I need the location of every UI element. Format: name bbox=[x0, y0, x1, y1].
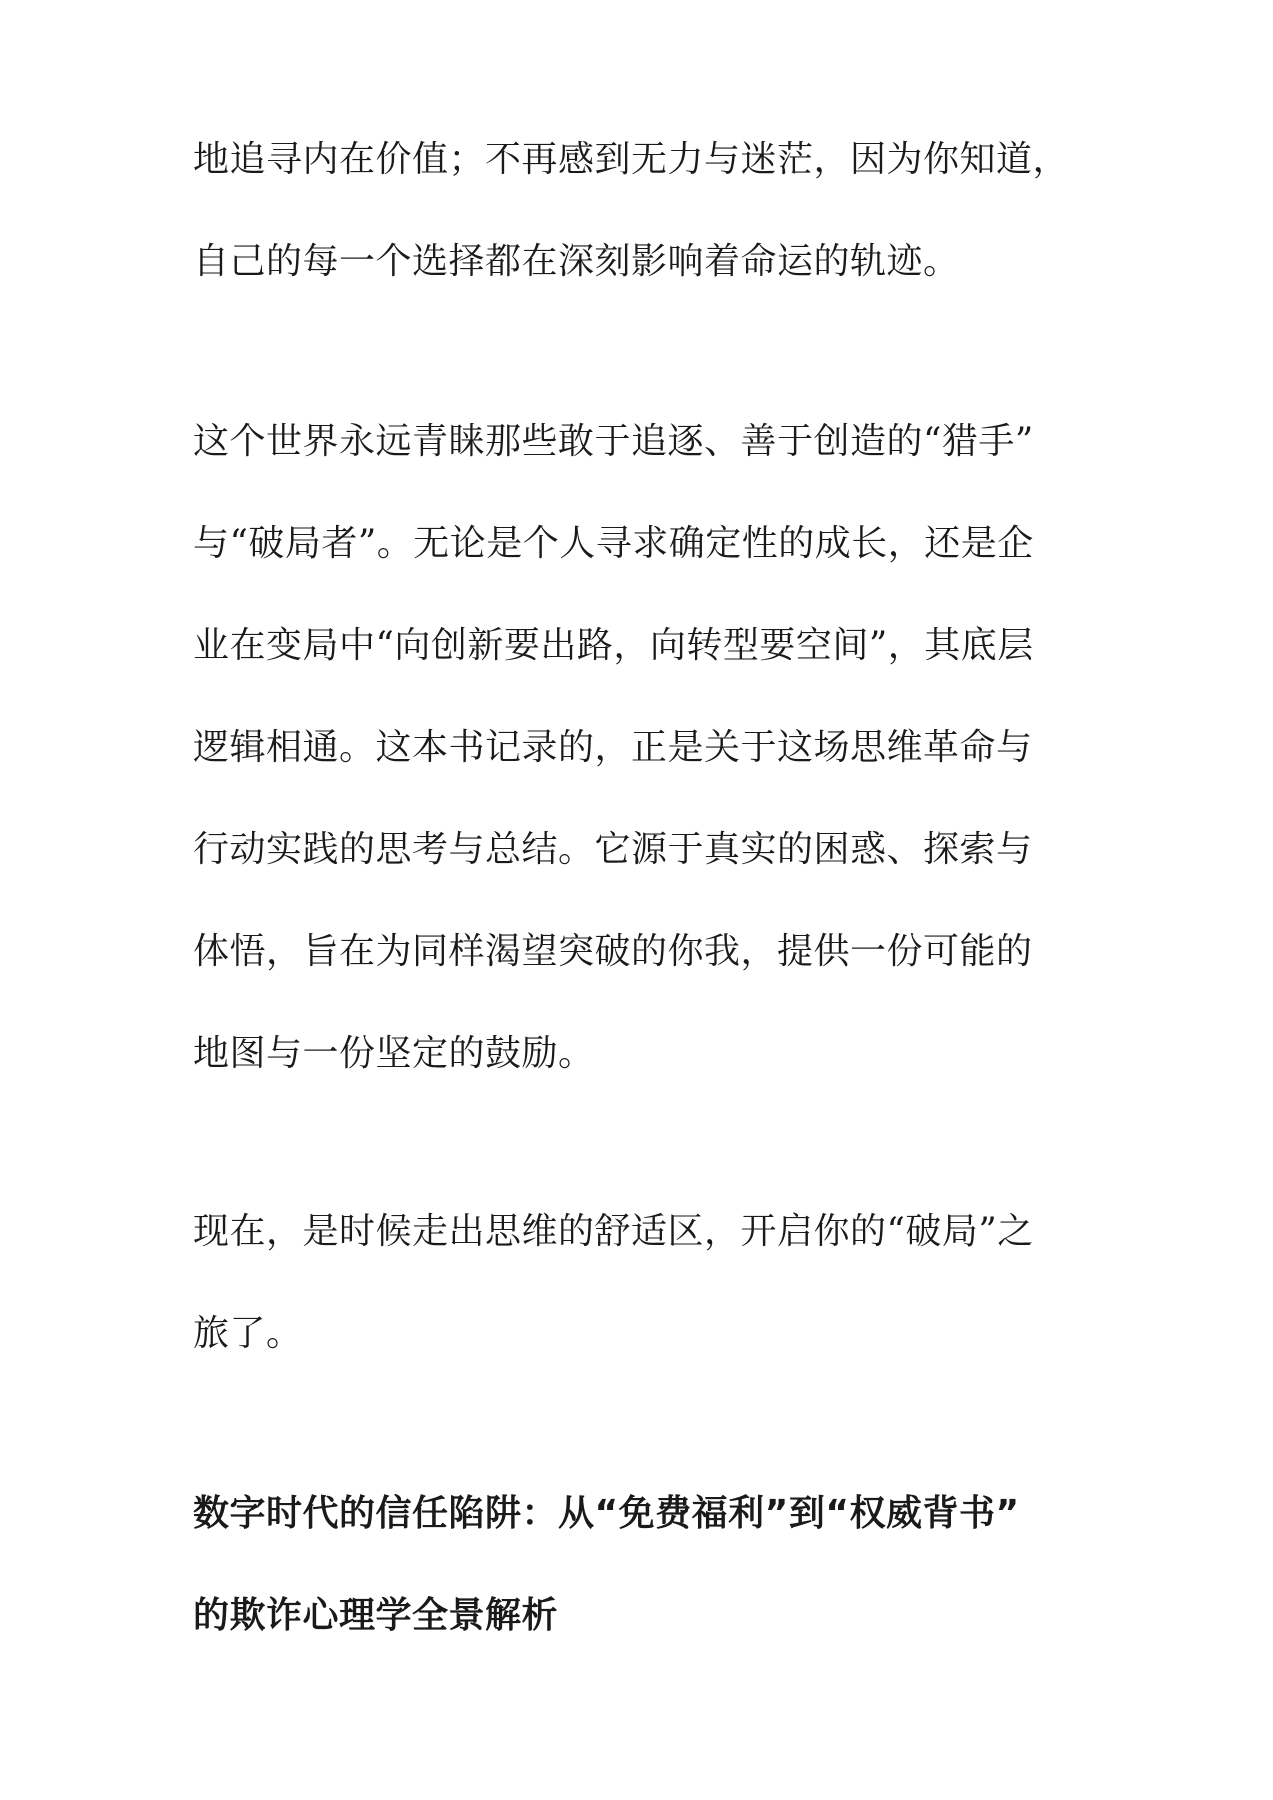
text-line: 旅了。 bbox=[193, 1313, 303, 1354]
text-line: 业在变局中“向创新要出路，向转型要空间”，其底层 bbox=[193, 625, 1034, 666]
text-line: 地追寻内在价值；不再感到无力与迷茫，因为你知道， bbox=[193, 139, 1070, 180]
text-line: 地图与一份坚定的鼓励。 bbox=[193, 1033, 595, 1074]
text-line: 行动实践的思考与总结。它源于真实的困惑、探索与 bbox=[193, 829, 1033, 870]
heading-line: 数字时代的信任陷阱：从“免费福利”到“权威背书” bbox=[193, 1493, 1020, 1534]
text-line: 逻辑相通。这本书记录的，正是关于这场思维革命与 bbox=[193, 727, 1033, 768]
heading-line: 的欺诈心理学全景解析 bbox=[193, 1595, 559, 1636]
text-line: 与“破局者”。无论是个人寻求确定性的成长，还是企 bbox=[193, 523, 1034, 564]
text-line: 这个世界永远青睐那些敢于追逐、善于创造的“猎手” bbox=[193, 421, 1034, 462]
text-line: 自己的每一个选择都在深刻影响着命运的轨迹。 bbox=[193, 241, 960, 282]
text-line: 体悟，旨在为同样渴望突破的你我，提供一份可能的 bbox=[193, 931, 1033, 972]
text-line: 现在，是时候走出思维的舒适区，开启你的“破局”之 bbox=[193, 1211, 1034, 1252]
